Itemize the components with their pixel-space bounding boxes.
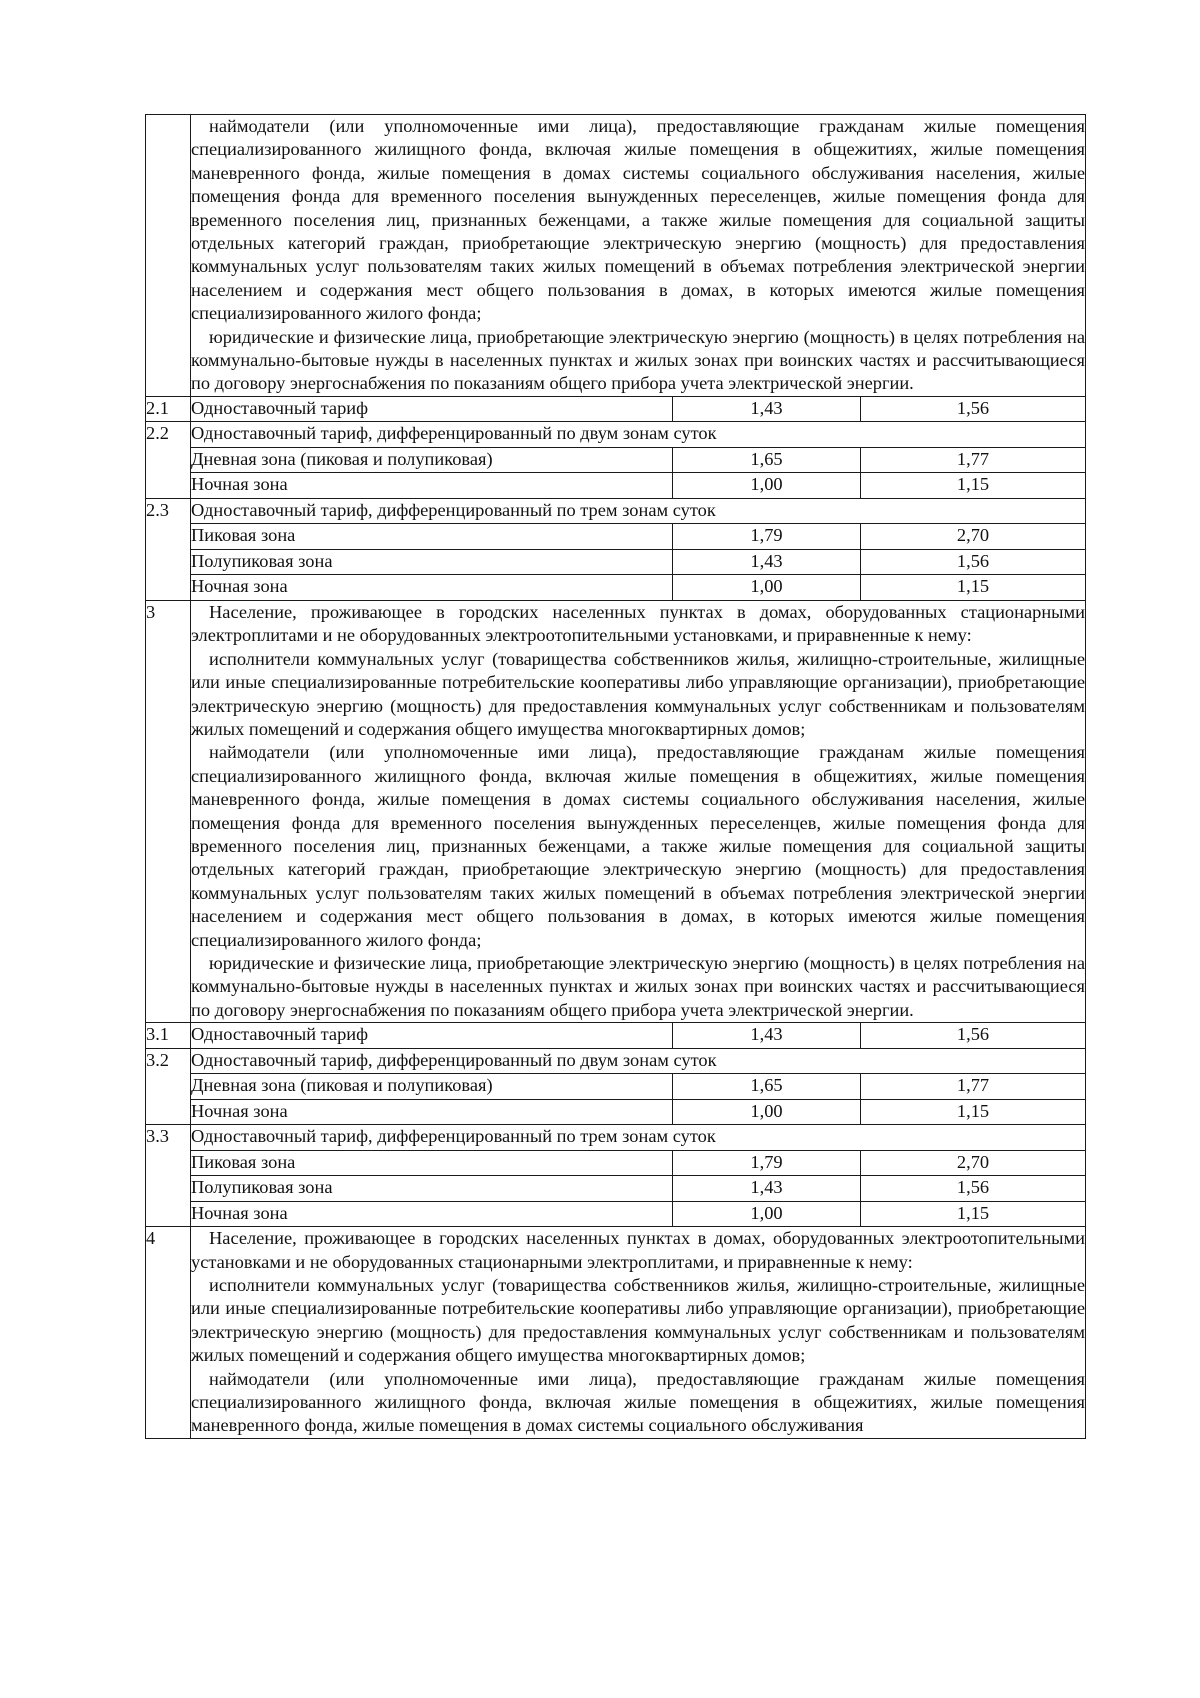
tariff-value-1: 1,43 [673, 1023, 861, 1049]
tariff-value-1: 1,00 [673, 1201, 861, 1227]
table-row-2-2 [146, 422, 1086, 448]
tariff-value-2: 1,77 [861, 447, 1086, 473]
tariff-value-2: 1,15 [861, 1099, 1086, 1125]
table-row-3-2-night [146, 1099, 1086, 1125]
table-row-3-1 [146, 1023, 1086, 1049]
tariff-value-1: 1,65 [673, 447, 861, 473]
table-row-2-3-semipeak [146, 549, 1086, 575]
tariff-value-2: 1,56 [861, 1176, 1086, 1202]
zone-label: Ночная зона [191, 473, 673, 499]
table-row-3-3-peak [146, 1150, 1086, 1176]
zone-label: Ночная зона [191, 1201, 673, 1227]
tariff-value-1: 1,79 [673, 1150, 861, 1176]
document-page [145, 114, 1085, 1439]
paragraph: наймодатели (или уполномоченные ими лица), предоставляющие гражданам жилые помещения специализированного жилищного фонда, включая жилые помещения в общежитиях, жилые помещения маневренного фонда, жилые помещения в домах системы социального обслуживания населения, жилые помещения фонда для временного поселения вынужденных переселенцев, жилые помещения фонда для временного поселения лиц, признанных беженцами, а также жилые помещения для социальной защиты отдельных категорий граждан, приобретающие электрическую энергию (мощность) для предоставления коммунальных услуг пользователям таких жилых помещений в объемах потребления электрической энергии населением и содержания мест общего пользования в домах, в которых имеются жилые помещения специализированного жилого фонда; [191, 116, 1086, 324]
table-row-2-2-night [146, 473, 1086, 499]
tariff-value-1: 1,65 [673, 1074, 861, 1100]
tariff-value-2: 1,15 [861, 575, 1086, 601]
zone-label: Полупиковая зона [191, 549, 673, 575]
table-row-2-3-peak [146, 524, 1086, 550]
section-2-description [191, 115, 1086, 397]
row-number: 3.2 [146, 1048, 191, 1125]
tariff-value-1: 1,79 [673, 524, 861, 550]
tariff-value-2: 1,15 [861, 473, 1086, 499]
table-row-2-3-night [146, 575, 1086, 601]
row-number-cell [146, 115, 191, 397]
section-2-description-row [146, 115, 1086, 397]
paragraph: Население, проживающее в городских населенных пунктах в домах, оборудованных электроотопительными установками и не оборудованных стационарными электроплитами, и приравненные к нему: [191, 1228, 1086, 1272]
tariff-label: Одноставочный тариф [191, 1023, 673, 1049]
zone-label: Дневная зона (пиковая и полупиковая) [191, 1074, 673, 1100]
paragraph: юридические и физические лица, приобретающие электрическую энергию (мощность) в целях потребления на коммунально-бытовые нужды в населенных пунктах и жилых зонах при воинских частях и рассчитывающиеся по договору энергоснабжения по показаниям общего прибора учета электрической энергии. [191, 326, 1086, 394]
row-number: 2.3 [146, 498, 191, 600]
paragraph: наймодатели (или уполномоченные ими лица), предоставляющие гражданам жилые помещения специализированного жилищного фонда, включая жилые помещения в общежитиях, жилые помещения маневренного фонда, жилые помещения в домах системы социального обслуживания населения, жилые помещения фонда для временного поселения вынужденных переселенцев, жилые помещения фонда для временного поселения лиц, признанных беженцами, а также жилые помещения для социальной защиты отдельных категорий граждан, приобретающие электрическую энергию (мощность) для предоставления коммунальных услуг пользователям таких жилых помещений в объемах потребления электрической энергии населением и содержания мест общего пользования в домах, в которых имеются жилые помещения специализированного жилого фонда; [191, 742, 1086, 950]
zone-label: Ночная зона [191, 1099, 673, 1125]
tariff-value-2: 2,70 [861, 524, 1086, 550]
tariff-value-1: 1,00 [673, 1099, 861, 1125]
tariff-label: Одноставочный тариф, дифференцированный по трем зонам суток [191, 1125, 1086, 1151]
tariff-label: Одноставочный тариф [191, 396, 673, 422]
row-number: 3 [146, 600, 191, 1022]
tariff-label: Одноставочный тариф, дифференцированный по трем зонам суток [191, 498, 1086, 524]
tariff-value-2: 1,56 [861, 549, 1086, 575]
tariff-value-1: 1,00 [673, 473, 861, 499]
row-number: 2.1 [146, 396, 191, 422]
table-row-2-3 [146, 498, 1086, 524]
tariff-label: Одноставочный тариф, дифференцированный по двум зонам суток [191, 1048, 1086, 1074]
paragraph: исполнители коммунальных услуг (товарищества собственников жилья, жилищно-строительные, жилищные или иные специализированные потребительские кооперативы либо управляющие организации), приобретающие электрическую энергию (мощность) для предоставления коммунальных услуг собственникам и пользователям жилых помещений и содержания общего имущества многоквартирных домов; [191, 648, 1086, 739]
zone-label: Полупиковая зона [191, 1176, 673, 1202]
table-row-3-3 [146, 1125, 1086, 1151]
section-3-description-row [146, 600, 1086, 1022]
paragraph: исполнители коммунальных услуг (товарищества собственников жилья, жилищно-строительные, жилищные или иные специализированные потребительские кооперативы либо управляющие организации), приобретающие электрическую энергию (мощность) для предоставления коммунальных услуг собственникам и пользователям жилых помещений и содержания общего имущества многоквартирных домов; [191, 1275, 1086, 1366]
tariff-value-1: 1,43 [673, 549, 861, 575]
row-number: 3.1 [146, 1023, 191, 1049]
tariff-value-2: 1,56 [861, 396, 1086, 422]
zone-label: Пиковая зона [191, 524, 673, 550]
row-number: 2.2 [146, 422, 191, 499]
section-4-description-row [146, 1227, 1086, 1439]
tariff-value-1: 1,43 [673, 396, 861, 422]
tariff-value-1: 1,00 [673, 575, 861, 601]
section-4-description [191, 1227, 1086, 1439]
table-row-3-2-day [146, 1074, 1086, 1100]
tariff-value-2: 2,70 [861, 1150, 1086, 1176]
zone-label: Дневная зона (пиковая и полупиковая) [191, 447, 673, 473]
paragraph: наймодатели (или уполномоченные ими лица), предоставляющие гражданам жилые помещения специализированного жилищного фонда, включая жилые помещения в общежитиях, жилые помещения маневренного фонда, жилые помещения в домах системы социального обслуживания [191, 1368, 1086, 1436]
tariff-value-1: 1,43 [673, 1176, 861, 1202]
tariff-value-2: 1,56 [861, 1023, 1086, 1049]
tariff-value-2: 1,15 [861, 1201, 1086, 1227]
zone-label: Ночная зона [191, 575, 673, 601]
row-number: 3.3 [146, 1125, 191, 1227]
table-row-2-2-day [146, 447, 1086, 473]
tariff-label: Одноставочный тариф, дифференцированный по двум зонам суток [191, 422, 1086, 448]
table-row-3-3-night [146, 1201, 1086, 1227]
paragraph: Население, проживающее в городских населенных пунктах в домах, оборудованных стационарными электроплитами и не оборудованных электроотопительными установками, и приравненные к нему: [191, 601, 1086, 646]
tariff-table [145, 114, 1086, 1439]
section-3-description [191, 600, 1086, 1022]
row-number: 4 [146, 1227, 191, 1439]
zone-label: Пиковая зона [191, 1150, 673, 1176]
table-row-2-1 [146, 396, 1086, 422]
paragraph: юридические и физические лица, приобретающие электрическую энергию (мощность) в целях потребления на коммунально-бытовые нужды в населенных пунктах и жилых зонах при воинских частях и рассчитывающиеся по договору энергоснабжения по показаниям общего прибора учета электрической энергии. [191, 952, 1086, 1020]
table-row-3-3-semipeak [146, 1176, 1086, 1202]
table-row-3-2 [146, 1048, 1086, 1074]
tariff-value-2: 1,77 [861, 1074, 1086, 1100]
